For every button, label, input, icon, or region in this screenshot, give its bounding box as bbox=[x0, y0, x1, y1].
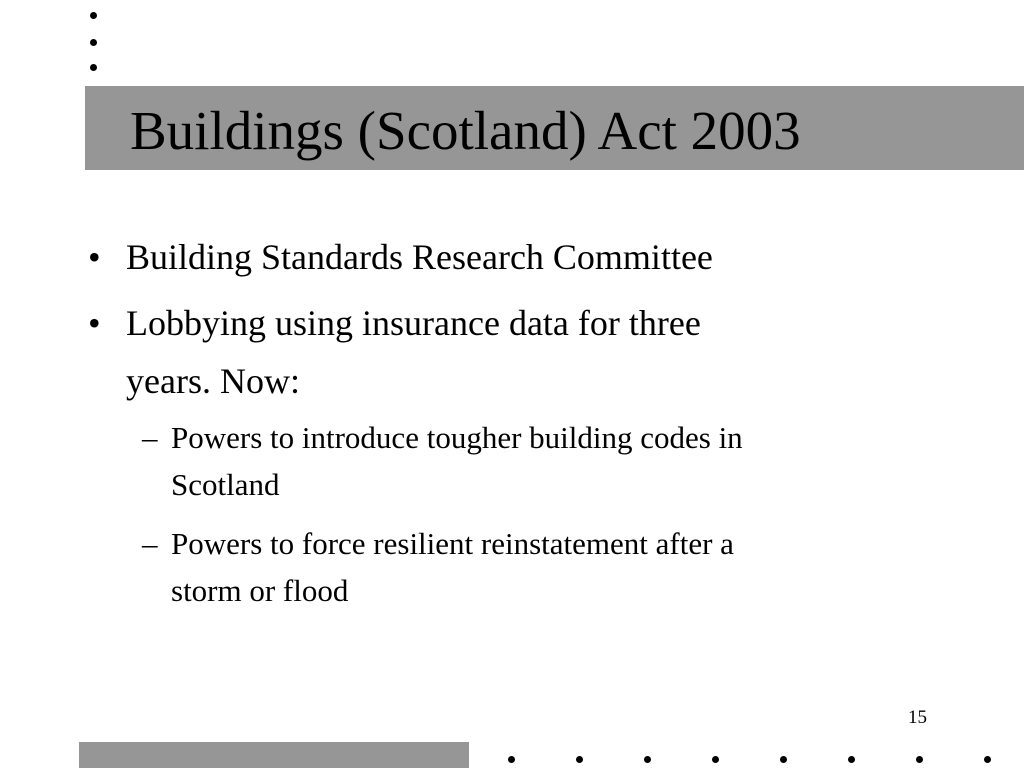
sub-bullet-line: Scotland bbox=[171, 467, 280, 502]
sub-bullet-marker: – bbox=[142, 420, 158, 455]
bullet-item bbox=[88, 294, 701, 410]
footer-bar bbox=[79, 742, 469, 768]
sub-bullet-marker: – bbox=[142, 526, 158, 561]
page-number: 15 bbox=[908, 707, 927, 728]
bullet-line: years. Now: bbox=[126, 361, 300, 401]
decorative-dot bbox=[712, 756, 719, 763]
decorative-dot bbox=[576, 756, 583, 763]
bullet-marker: • bbox=[88, 303, 101, 343]
sub-bullet-line: Powers to introduce tougher building codes in bbox=[171, 420, 743, 455]
decorative-dot bbox=[644, 756, 651, 763]
sub-bullet-line: storm or flood bbox=[171, 573, 349, 608]
bullet-line: Lobbying using insurance data for three bbox=[126, 303, 701, 343]
bullet-line: Building Standards Research Committee bbox=[126, 237, 713, 277]
bullet-marker: • bbox=[88, 237, 101, 277]
decorative-dot bbox=[916, 756, 923, 763]
bullet-item bbox=[88, 228, 713, 286]
decorative-dot bbox=[780, 756, 787, 763]
sub-bullet-item bbox=[142, 414, 743, 508]
decorative-dot bbox=[90, 64, 97, 71]
decorative-dot bbox=[984, 756, 991, 763]
sub-bullet-item bbox=[142, 520, 734, 614]
decorative-dot bbox=[508, 756, 515, 763]
decorative-dot bbox=[90, 12, 97, 19]
sub-bullet-line: Powers to force resilient reinstatement after a bbox=[171, 526, 734, 561]
decorative-dot bbox=[90, 39, 97, 46]
slide-title: Buildings (Scotland) Act 2003 bbox=[130, 100, 801, 161]
decorative-dot bbox=[848, 756, 855, 763]
